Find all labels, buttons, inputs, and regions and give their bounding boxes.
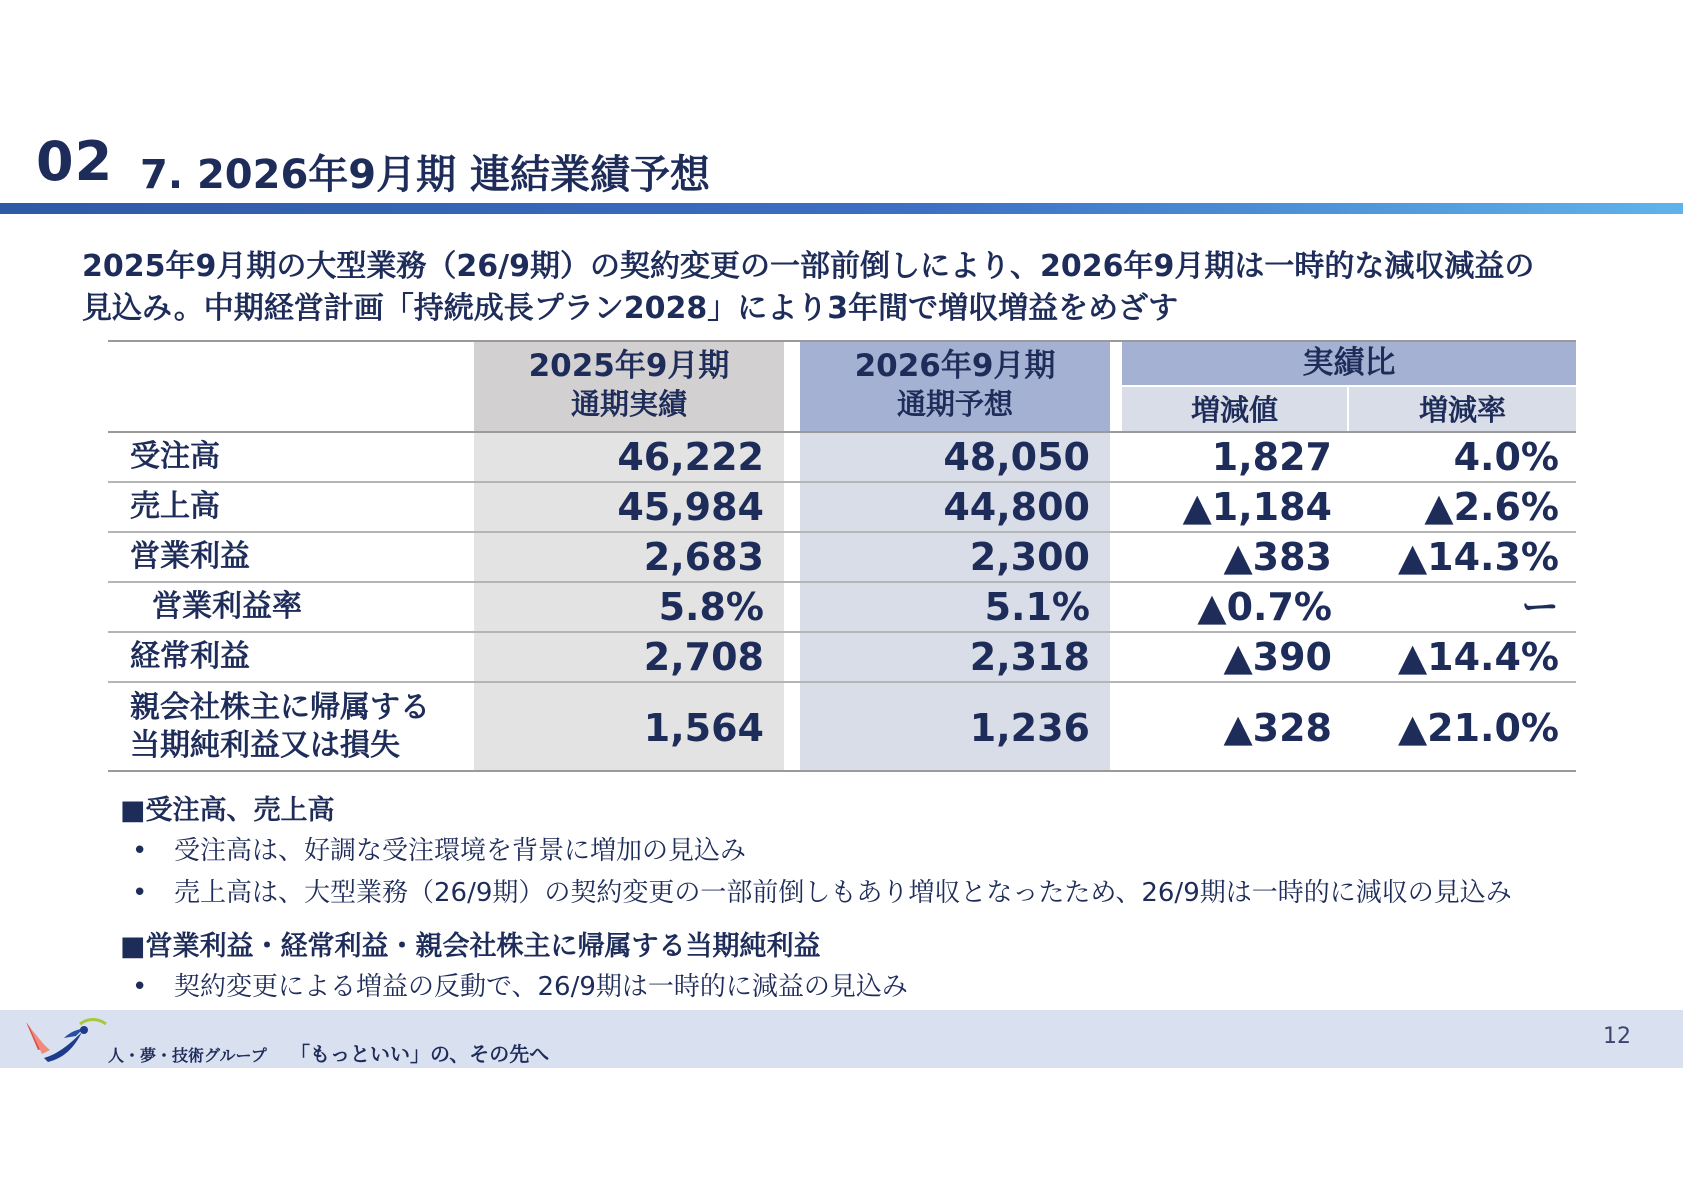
rule-row xyxy=(108,581,1576,583)
cell-2026: 1,236 xyxy=(969,706,1090,750)
lead-line-1: 2025年9月期の大型業務（26/9期）の契約変更の一部前倒しにより、2026年9月期は一時的な減収減益の xyxy=(82,249,1535,284)
header-2025-line1: 2025年9月期 xyxy=(528,348,730,384)
row-label-sales: 売上高 xyxy=(130,489,220,524)
cell-2025: 1,564 xyxy=(643,706,764,750)
cell-rate: 4.0% xyxy=(1453,435,1559,479)
cell-2026: 2,300 xyxy=(969,535,1090,579)
header-2025 xyxy=(474,347,784,423)
cell-2026: 5.1% xyxy=(984,585,1090,629)
note-item xyxy=(132,872,1512,909)
section-number: 02 xyxy=(36,130,114,193)
cell-diff: ▲1,184 xyxy=(1182,485,1332,529)
cell-2025: 46,222 xyxy=(617,435,764,479)
rule-row xyxy=(108,681,1576,683)
cell-2026: 2,318 xyxy=(969,635,1090,679)
cell-diff: ▲328 xyxy=(1223,706,1332,750)
header-compare: 実績比 xyxy=(1302,345,1396,381)
header-2025-line2: 通期実績 xyxy=(570,387,687,421)
cell-rate: ▲14.4% xyxy=(1397,635,1559,679)
header-2026-line2: 通期予想 xyxy=(896,387,1013,421)
cell-rate: ー xyxy=(1520,585,1559,629)
bullet: • xyxy=(132,836,148,866)
note-heading-sales: ■受注高、売上高 xyxy=(120,795,335,826)
note-item xyxy=(132,830,746,867)
cell-2025: 45,984 xyxy=(617,485,764,529)
lead-line-2: 見込み。中期経営計画「持続成長プラン2028」により3年間で増収増益をめざす xyxy=(82,291,1179,326)
note-text: 受注高は、好調な受注環境を背景に増加の見込み xyxy=(174,836,747,866)
page-title: 7. 2026年9月期 連結業績予想 xyxy=(140,152,711,198)
row-label-operating-margin: 営業利益率 xyxy=(152,589,302,624)
note-text: 売上高は、大型業務（26/9期）の契約変更の一部前倒しもあり増収となったため、26/9期は一時的に減収の見込み xyxy=(174,878,1512,908)
cell-diff: ▲0.7% xyxy=(1197,585,1332,629)
row-label-orders: 受注高 xyxy=(130,439,220,474)
rule-bottom xyxy=(108,770,1576,772)
cell-2026: 48,050 xyxy=(943,435,1090,479)
cell-2025: 2,683 xyxy=(643,535,764,579)
cell-diff: 1,827 xyxy=(1211,435,1332,479)
forecast-table xyxy=(108,340,1576,772)
row-label-net-income-1: 親会社株主に帰属する xyxy=(130,690,430,725)
cell-rate: ▲14.3% xyxy=(1397,535,1559,579)
header-2026-line1: 2026年9月期 xyxy=(854,348,1056,384)
row-label-net-income-2: 当期純利益又は損失 xyxy=(130,728,400,763)
cell-diff: ▲390 xyxy=(1223,635,1332,679)
row-label-ordinary-profit: 経常利益 xyxy=(130,639,250,674)
bullet: • xyxy=(132,878,148,908)
title-rule xyxy=(0,203,1683,214)
rule-row xyxy=(108,531,1576,533)
group-name: 人・夢・技術グループ xyxy=(108,1046,267,1065)
header-2026 xyxy=(800,347,1110,423)
cell-rate: ▲21.0% xyxy=(1397,706,1559,750)
lead-text xyxy=(82,246,1612,330)
rule-header xyxy=(108,431,1576,433)
rule-top xyxy=(108,340,1576,342)
footer xyxy=(0,1010,1683,1068)
cell-diff: ▲383 xyxy=(1223,535,1332,579)
header-rate: 増減率 xyxy=(1418,393,1506,427)
cell-2026: 44,800 xyxy=(943,485,1090,529)
rule-row xyxy=(108,481,1576,483)
rule-row xyxy=(108,631,1576,633)
page-number: 12 xyxy=(1603,1024,1631,1049)
note-text: 契約変更による増益の反動で、26/9期は一時的に減益の見込み xyxy=(174,972,908,1002)
row-label-operating-profit: 営業利益 xyxy=(130,539,250,574)
note-heading-profit: ■営業利益・経常利益・親会社株主に帰属する当期純利益 xyxy=(120,931,821,962)
company-logo xyxy=(24,1014,110,1066)
bullet: • xyxy=(132,972,148,1002)
cell-rate: ▲2.6% xyxy=(1424,485,1559,529)
note-item xyxy=(132,966,908,1003)
slogan: 「もっといい」の、その先へ xyxy=(290,1042,550,1066)
cell-2025: 2,708 xyxy=(643,635,764,679)
header-diff: 増減値 xyxy=(1190,393,1278,427)
cell-2025: 5.8% xyxy=(658,585,764,629)
